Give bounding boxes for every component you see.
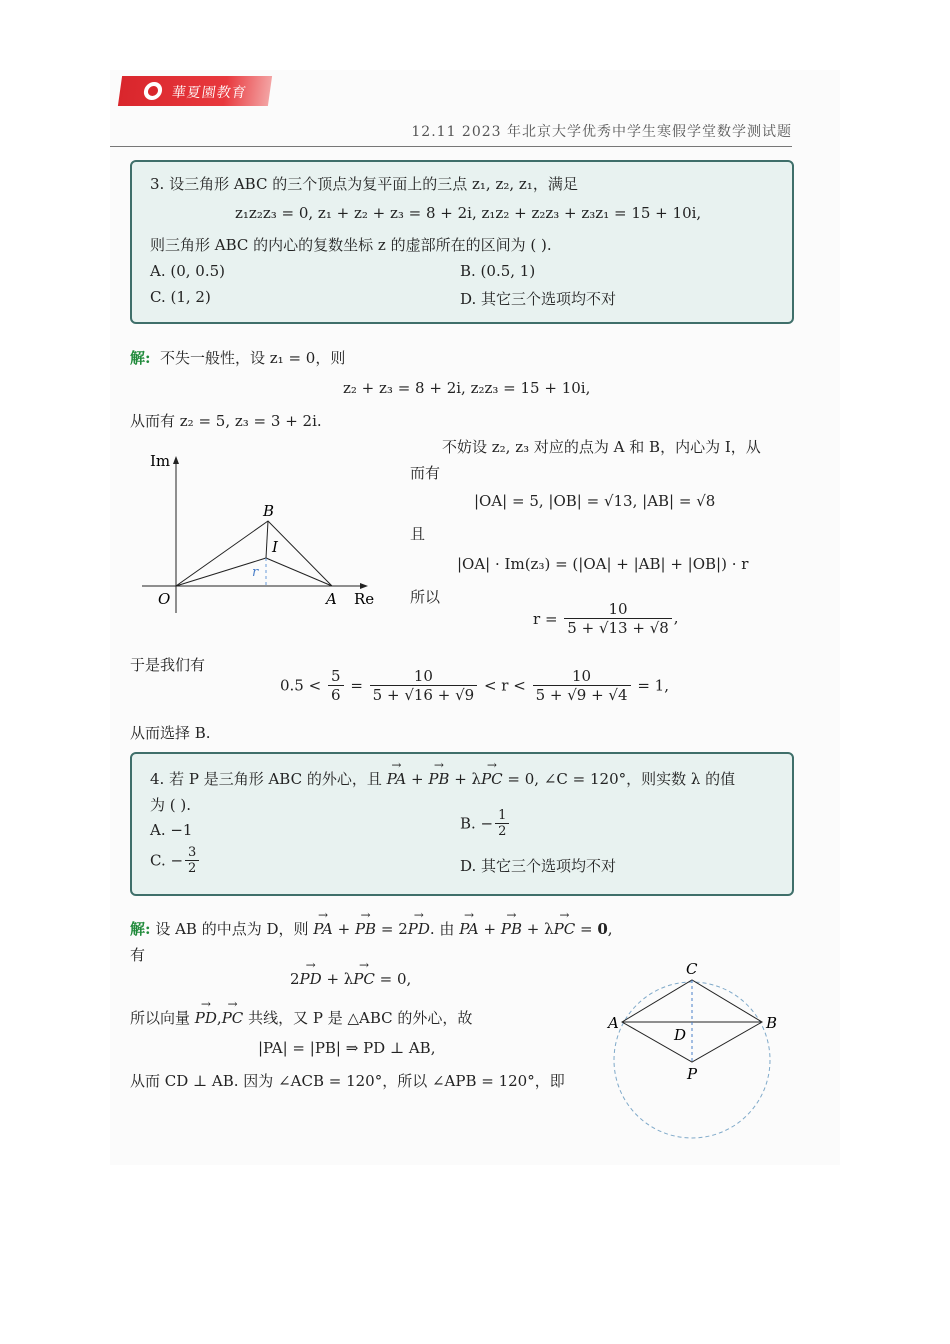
header-divider [110, 146, 792, 147]
label-re: Re [354, 590, 375, 608]
label-b: B [263, 502, 275, 520]
circumcircle-figure [600, 958, 790, 1143]
r-lhs: r = [533, 609, 558, 628]
q3-option-d: D. 其它三个选项均不对 [460, 290, 617, 308]
s3-line1: 不失一般性，设 z₁ = 0，则 [160, 349, 346, 367]
frac1-num: 5 [328, 667, 344, 686]
label-d2: D [674, 1026, 687, 1044]
s3-r-formula: r = $\frac{10}{5 + √13 + √8}$ , [533, 600, 679, 637]
q3-option-c: C. (1, 2) [150, 288, 211, 306]
frac2-num: 10 [370, 667, 478, 686]
s4-line1-b: 由 [439, 920, 455, 938]
ineq-left: 0.5 < [280, 676, 322, 695]
r-fraction [564, 600, 672, 637]
q3-option-a: A. (0, 0.5) [150, 262, 226, 280]
s3-line3: 不妨设 z₂, z₃ 对应的点为 A 和 B，内心为 I，从 [442, 438, 761, 456]
s4-eq2: |PA| = |PB| ⇒ PD ⊥ AB, [258, 1039, 436, 1057]
ineq-right: = 1, [637, 676, 669, 695]
opt-b-num: 1 [495, 808, 509, 824]
s3-label: 解: [130, 349, 151, 367]
label-b2: B [766, 1014, 778, 1032]
fraction-lower-bound [370, 667, 478, 704]
q4-stem-line1: 4. 若 P 是三角形 ABC 的外心，且 → PA + → PB + λ→ PC = 0, ∠C = 120°，则实数 λ 的值 [150, 768, 735, 789]
q3-option-b: B. (0.5, 1) [460, 262, 536, 280]
q4-option-d: D. 其它三个选项均不对 [460, 857, 617, 875]
q4-option-c [150, 845, 201, 876]
s4-vector-pa-2: → PA [459, 920, 479, 938]
q4-stem-b: = 0, ∠C = 120°，则实数 λ 的值 [507, 770, 736, 788]
fraction-upper-bound [533, 667, 631, 704]
s4-line3-a: 所以向量 [130, 1009, 191, 1027]
s4-line3: 所以向量 → PD,→ PC 共线，又 P 是 △ABC 的外心，故 [130, 1007, 472, 1028]
opt-b-prefix: B. − [460, 814, 494, 833]
s4-line1-a: 设 AB 的中点为 D，则 [155, 920, 309, 938]
s3-eq3: |OA| · Im(z₃) = (|OA| + |AB| + |OB|) · r [457, 555, 749, 573]
s4-line3-pd: → PD [195, 1009, 217, 1027]
ineq-middle: < r < [483, 676, 526, 695]
label-r: r [252, 565, 259, 580]
s4-label: 解: [130, 920, 151, 938]
s4-line1: 解: 设 AB 的中点为 D，则 → PA + → PB = 2→ PD. 由 → PA + → PB + λ→ PC = 0, [130, 918, 613, 939]
logo-text: 華夏園教育 [170, 85, 248, 101]
opt-c-prefix: C. − [150, 851, 184, 870]
vector-pc: → PC [481, 770, 503, 788]
label-p2: P [687, 1065, 698, 1083]
vector-pb: → PB [428, 770, 449, 788]
s4-vector-pc: → PC [554, 920, 576, 938]
frac3-num: 10 [533, 667, 631, 686]
label-o: O [158, 590, 171, 608]
s4-eq1-tail: = 0, [379, 970, 412, 988]
q4-stem-a: 4. 若 P 是三角形 ABC 的外心，且 [150, 770, 382, 788]
q4-option-a: A. −1 [150, 821, 193, 839]
label-a: A [326, 590, 337, 608]
s3-line2: 从而有 z₂ = 5, z₃ = 3 + 2i. [130, 412, 322, 430]
s3-inequality [280, 667, 669, 704]
s3-line5: 且 [410, 525, 426, 543]
re-axis-arrow [360, 583, 368, 589]
s3-eq1: z₂ + z₃ = 8 + 2i, z₂z₃ = 15 + 10i, [343, 379, 591, 397]
q3-question: 则三角形 ABC 的内心的复数坐标 z 的虚部所在的区间为 ( ). [150, 236, 552, 254]
im-axis-arrow [173, 456, 179, 464]
brand-logo [118, 76, 272, 106]
q4-option-b [460, 808, 511, 839]
label-c2: C [686, 960, 698, 978]
s4-vector-pd: → PD [408, 920, 430, 938]
s4-eq1-pd: → PD [300, 970, 322, 988]
segment-bi [266, 521, 268, 558]
opt-c-den: 2 [188, 861, 197, 876]
frac1-den: 6 [330, 686, 341, 704]
s4-line4: 从而 CD ⊥ AB. 因为 ∠ACB = 120°，所以 ∠APB = 120°，即 [130, 1072, 565, 1090]
opt-b-fraction [495, 808, 509, 839]
r-denominator: 5 + √13 + √8 [567, 619, 669, 637]
s4-line3-b: 共线，又 P 是 △ABC 的外心，故 [248, 1009, 473, 1027]
label-a2: A [608, 1014, 619, 1032]
q4-stem-c: 为 ( ). [150, 796, 192, 814]
opt-c-num: 3 [185, 845, 199, 861]
s4-eq1-pc: → PC [353, 970, 375, 988]
frac2-den: 5 + √16 + √9 [372, 686, 475, 704]
s4-vector-pb-2: → PB [501, 920, 522, 938]
q3-stem: 3. 设三角形 ABC 的三个顶点为复平面上的三点 z₁, z₂, z₁，满足 [150, 175, 578, 193]
opt-b-den: 2 [498, 824, 507, 839]
s4-line3-pc: → PC [222, 1009, 244, 1027]
label-i: I [272, 538, 278, 556]
page-header: 12.11 2023 年北京大学优秀中学生寒假学堂数学测试题 [411, 124, 792, 140]
s4-vector-pb: → PB [355, 920, 376, 938]
frac3-den: 5 + √9 + √4 [535, 686, 628, 704]
s3-line6: 所以 [410, 588, 441, 606]
logo-icon [143, 82, 164, 100]
fraction-5-6 [328, 667, 344, 704]
s3-line7: 于是我们有 [130, 656, 206, 674]
q3-equations: z₁z₂z₃ = 0, z₁ + z₂ + z₃ = 8 + 2i, z₁z₂ + z₂z₃ + z₃z₁ = 15 + 10i, [235, 204, 702, 222]
s4-line2: 有 [130, 946, 146, 964]
equals-sign: = [350, 676, 363, 695]
r-numerator: 10 [564, 600, 672, 619]
opt-c-fraction [185, 845, 199, 876]
label-im: Im [150, 452, 171, 470]
s3-line4: 而有 [410, 464, 441, 482]
complex-plane-figure [130, 448, 390, 618]
s4-vector-pa: → PA [313, 920, 333, 938]
s4-eq1: 2→ PD + λ→ PC = 0, [290, 970, 411, 988]
segment-ai [266, 558, 332, 586]
s3-eq2: |OA| = 5, |OB| = √13, |AB| = √8 [474, 492, 716, 510]
s3-conclusion: 从而选择 B. [130, 724, 211, 742]
vector-pa: → PA [387, 770, 407, 788]
